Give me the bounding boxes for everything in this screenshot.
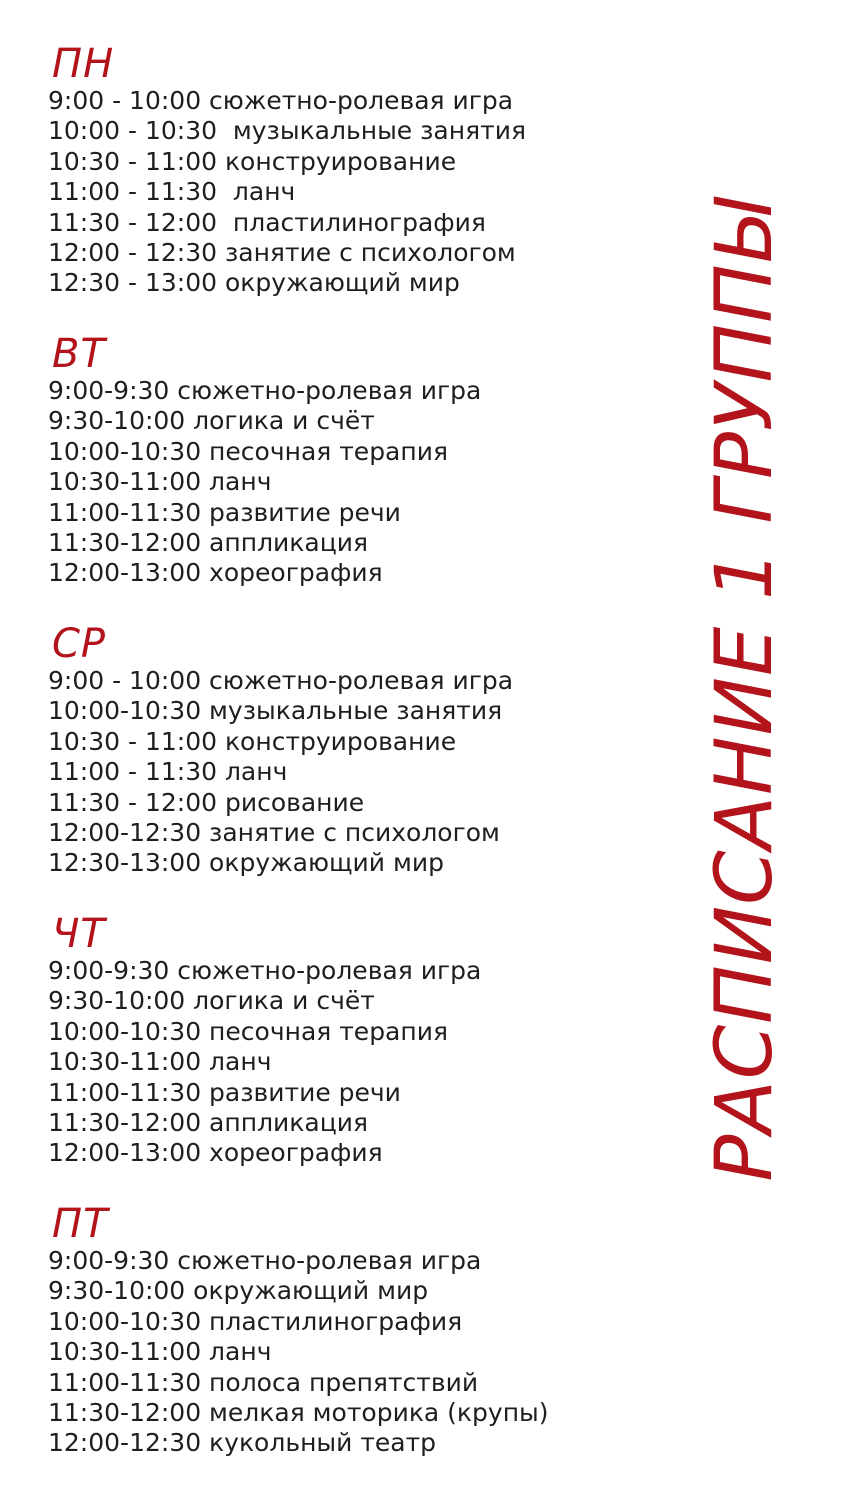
day-monday xyxy=(48,42,648,299)
lesson: 10:30-11:00 ланч xyxy=(48,1337,272,1367)
lesson: 10:30-11:00 ланч xyxy=(48,1047,272,1077)
lesson: 11:30-12:00 мелкая моторика (крупы) xyxy=(48,1397,549,1427)
lesson: 12:00-12:30 занятие с психологом xyxy=(48,817,500,847)
lesson-list xyxy=(48,86,648,299)
lesson: 11:00-11:30 развитие речи xyxy=(48,497,401,527)
lesson: 9:00 - 10:00 сюжетно-ролевая игра xyxy=(48,666,514,695)
lesson: 10:00-10:30 песочная терапия xyxy=(48,1016,449,1046)
lesson: 12:00-12:30 кукольный театр xyxy=(48,1428,437,1458)
lesson: 11:00 - 11:30 ланч xyxy=(48,757,288,787)
lesson: 11:30 - 12:00 пластилинография xyxy=(48,207,486,237)
lesson: 10:30 - 11:00 конструирование xyxy=(48,726,457,756)
lesson-list xyxy=(48,956,648,1169)
day-title: ПТ xyxy=(52,1201,109,1247)
day-wednesday xyxy=(48,622,648,879)
lesson: 9:30-10:00 окружающий мир xyxy=(48,1276,429,1306)
lesson: 12:30 - 13:00 окружающий мир xyxy=(48,268,460,298)
lesson: 11:30 - 12:00 рисование xyxy=(48,787,365,817)
lesson-list xyxy=(48,1246,648,1459)
lesson: 12:00-13:00 хореография xyxy=(48,558,383,588)
lesson: 11:30-12:00 аппликация xyxy=(48,527,369,557)
lesson: 10:30-11:00 ланч xyxy=(48,467,272,497)
lesson: 10:30 - 11:00 конструирование xyxy=(48,146,457,176)
lesson: 9:30-10:00 логика и счёт xyxy=(48,406,375,436)
lesson: 9:00-9:30 сюжетно-ролевая игра xyxy=(48,1246,482,1275)
lesson: 10:00-10:30 музыкальные занятия xyxy=(48,696,503,726)
lesson: 10:00 - 10:30 музыкальные занятия xyxy=(48,116,526,146)
lesson: 12:00 - 12:30 занятие с психологом xyxy=(48,237,516,267)
day-tuesday xyxy=(48,332,648,589)
lesson: 12:00-13:00 хореография xyxy=(48,1138,383,1168)
day-title: ПН xyxy=(52,41,115,87)
day-title: СР xyxy=(52,621,107,667)
day-friday xyxy=(48,1202,648,1459)
schedule-title: РАСПИСАНИЕ 1 ГРУППЫ xyxy=(700,198,790,1182)
lesson: 9:00-9:30 сюжетно-ролевая игра xyxy=(48,376,482,405)
lesson: 9:00-9:30 сюжетно-ролевая игра xyxy=(48,956,482,985)
day-title: ЧТ xyxy=(52,911,106,957)
lesson: 11:00-11:30 развитие речи xyxy=(48,1077,401,1107)
day-title: ВТ xyxy=(52,331,106,377)
day-thursday xyxy=(48,912,648,1169)
lesson: 11:00-11:30 полоса препятствий xyxy=(48,1367,479,1397)
lesson: 10:00-10:30 пластилинография xyxy=(48,1306,463,1336)
lesson: 11:30-12:00 аппликация xyxy=(48,1107,369,1137)
lesson: 12:30-13:00 окружающий мир xyxy=(48,848,444,878)
lesson-list xyxy=(48,376,648,589)
lesson-list xyxy=(48,666,648,879)
lesson: 9:30-10:00 логика и счёт xyxy=(48,986,375,1016)
lesson: 9:00 - 10:00 сюжетно-ролевая игра xyxy=(48,86,514,115)
lesson: 11:00 - 11:30 ланч xyxy=(48,177,296,207)
lesson: 10:00-10:30 песочная терапия xyxy=(48,436,449,466)
